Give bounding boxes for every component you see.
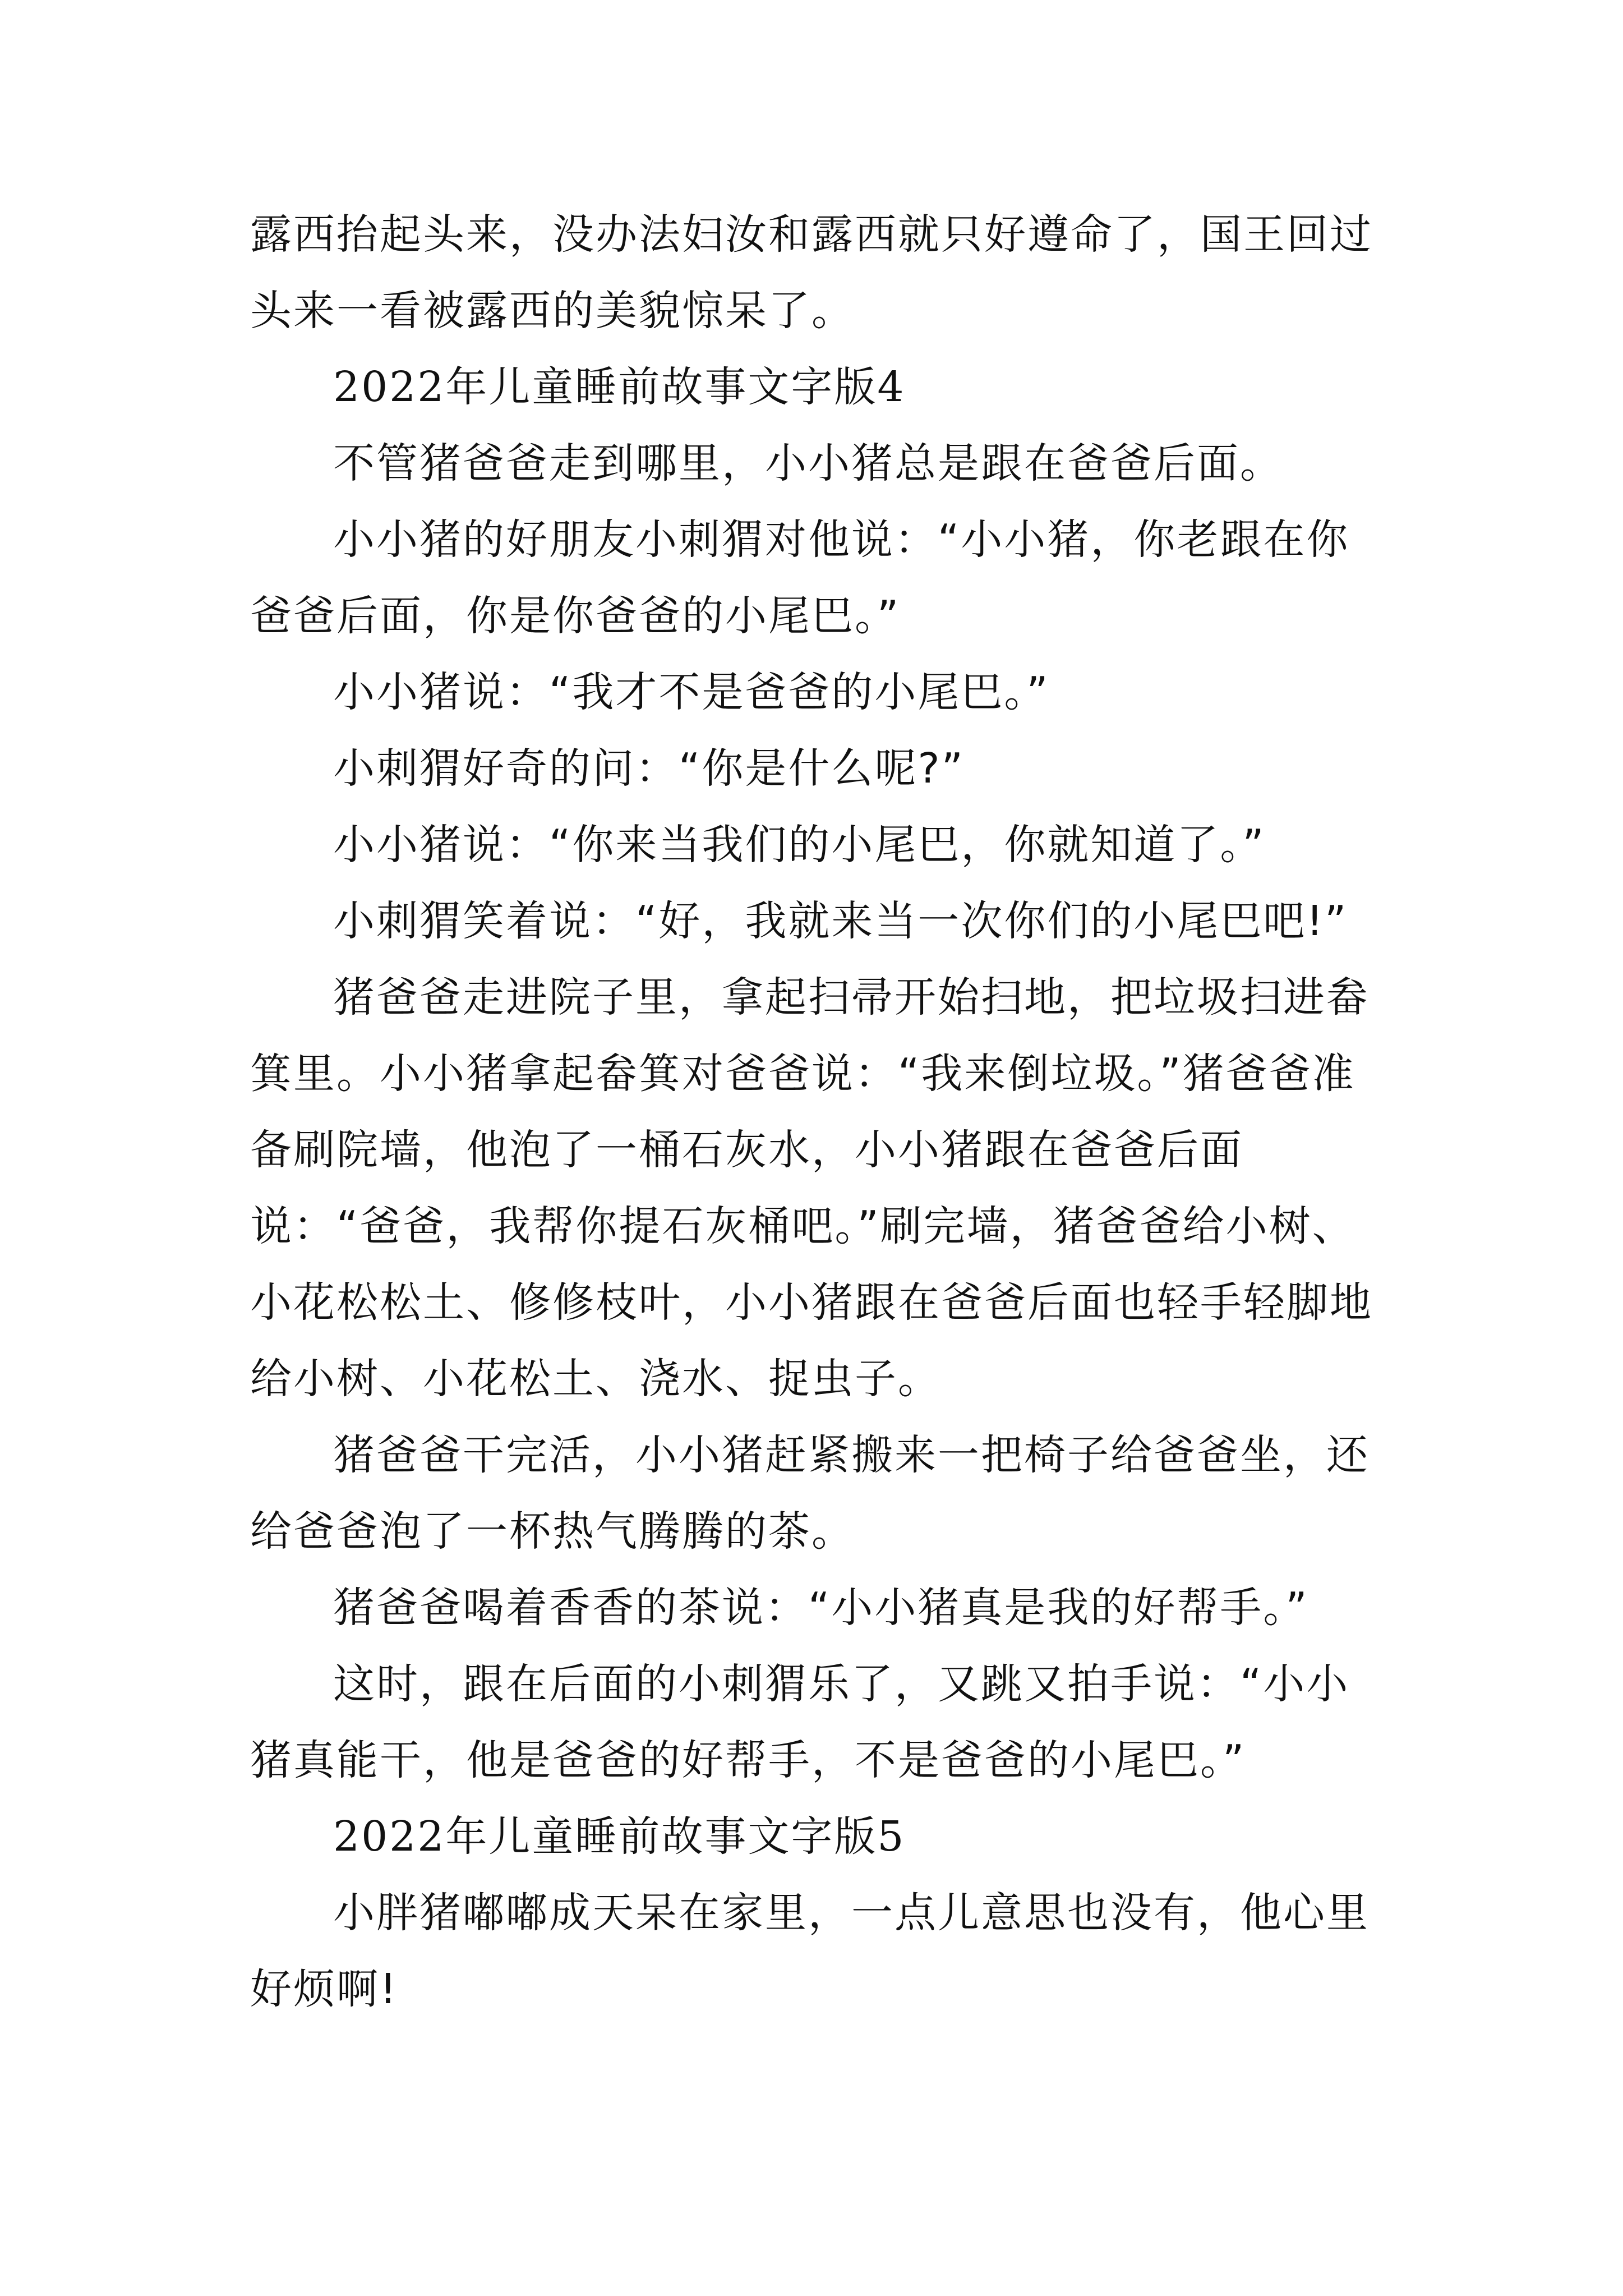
paragraph: 露西抬起头来，没办法妇汝和露西就只好遵命了，国王回过头来一看被露西的美貌惊呆了。 xyxy=(250,210,1373,335)
section-heading: 2022年儿童睡前故事文字版5 xyxy=(333,1812,906,1861)
paragraph: 猪爸爸喝着香香的茶说：“小小猪真是我的好帮手。” xyxy=(333,1584,1309,1632)
paragraph: 小刺猬笑着说：“好，我就来当一次你们的小尾巴吧!” xyxy=(333,897,1348,945)
paragraph: 猪爸爸干完活，小小猪赶紧搬来一把椅子给爸爸坐，还给爸爸泡了一杯热气腾腾的茶。 xyxy=(250,1431,1370,1556)
paragraph: 小小猪说：“你来当我们的小尾巴，你就知道了。” xyxy=(333,821,1266,869)
paragraph: 小小猪的好朋友小刺猬对他说：“小小猪，你老跟在你爸爸后面，你是你爸爸的小尾巴。” xyxy=(250,516,1350,640)
paragraph: 这时，跟在后面的小刺猬乐了，又跳又拍手说：“小小猪真能干，他是爸爸的好帮手，不是爸爸的小尾巴。” xyxy=(250,1660,1350,1784)
paragraph: 猪爸爸走进院子里，拿起扫帚开始扫地，把垃圾扫进畚箕里。小小猪拿起畚箕对爸爸说：“我来倒垃圾。”猪爸爸准备刷院墙，他泡了一桶石灰水，小小猪跟在爸爸后面说：“爸爸，我帮你提石灰桶吧。”刷完墙，猪爸爸给小树、小花松松土、修修枝叶，小小猪跟在爸爸后面也轻手轻脚地给小树、小花松土、浇水、捉虫子。 xyxy=(250,973,1373,1403)
paragraph: 小刺猬好奇的问：“你是什么呢?” xyxy=(333,744,965,793)
paragraph: 小胖猪嘟嘟成天呆在家里，一点儿意思也没有，他心里好烦啊! xyxy=(250,1889,1370,2013)
paragraph: 不管猪爸爸走到哪里，小小猪总是跟在爸爸后面。 xyxy=(333,439,1283,487)
section-heading: 2022年儿童睡前故事文字版4 xyxy=(333,363,906,411)
document-body xyxy=(250,196,1383,2027)
paragraph: 小小猪说：“我才不是爸爸的小尾巴。” xyxy=(333,668,1050,716)
